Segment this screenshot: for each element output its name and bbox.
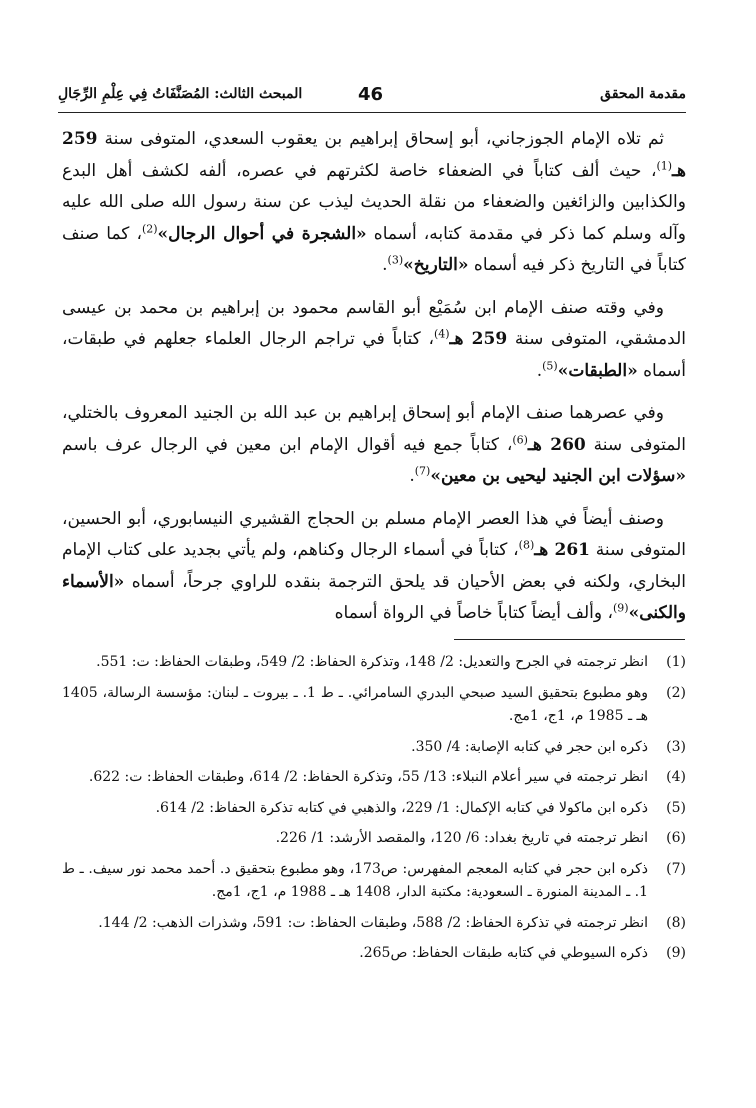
text-run: ، كتاباً في أسماء الرجال وكناهم، ولم يأتي بجديد على كتاب الإمام البخاري، ولكنه في بعض الأحيان قد يلحق الترجمة بنقده للراوي جرحاً، أسماه: [62, 540, 686, 592]
footnote-item: [62, 942, 686, 966]
footnote-text: ذكره ابن حجر في كتابه المعجم المفهرس: ص173، وهو مطبوع بتحقيق د. أحمد محمد نور سيف. ـ ط 1. ـ المدينة المنورة ـ السعودية: مكتبة الدار، 1408 هـ ـ 1988 م، 1ج، 1مج.: [62, 860, 648, 900]
footnote-item: [62, 912, 686, 936]
running-header: [58, 84, 686, 110]
text-run: ، كتاباً جمع فيه أقوال الإمام ابن معين في الرجال عرف باسم: [62, 434, 513, 455]
text-run: ، كما صنف كتاباً في التاريخ ذكر فيه أسماه: [62, 223, 686, 275]
footnote-reference: (6): [512, 432, 528, 446]
footnote-reference: (2): [141, 221, 158, 235]
footnote-reference: (7): [414, 464, 431, 478]
footnote-text: انظر ترجمته في تذكرة الحفاظ: 2/ 588، وطبقات الحفاظ: ت: 591، وشذرات الذهب: 2/ 144.: [98, 914, 648, 931]
footnote-item: [62, 682, 686, 729]
footnote-text: انظر ترجمته في تاريخ بغداد: 6/ 120، والمقصد الأرشد: 1/ 226.: [275, 830, 648, 846]
footnote-number: (8): [666, 914, 686, 931]
text-run: ، حيث ألف كتاباً في الضعفاء خاصة لكثرتهم في عصره، ألفه لكشف أهل البدع والكذابين والزائغين والضعفاء من نقلة الحديث ليذب عن سنة رسول الله صلى الله عليه وآله وسلم كما ذكر في مقدمة كتابه، أسماه: [62, 160, 687, 244]
footnote-item: [62, 651, 686, 675]
footnote-number: (4): [666, 769, 686, 785]
bold-text: 260 هـ: [527, 434, 586, 455]
text-run: ثم تلاه الإمام الجوزجاني، أبو إسحاق إبراهيم بن يعقوب السعدي، المتوفى سنة: [97, 129, 664, 149]
footnote-text: انظر ترجمته في الجرح والتعديل: 2/ 148، وتذكرة الحفاظ: 2/ 549، وطبقات الحفاظ: ت: 551.: [96, 654, 648, 670]
bold-text: «سؤلات ابن الجنيد ليحيى بن معين»: [430, 466, 686, 486]
body-paragraph: [62, 504, 686, 630]
bold-text: «الأسماء والكنى»: [62, 571, 686, 623]
footnotes: [62, 651, 686, 973]
footnote-reference: (3): [387, 253, 404, 267]
text-run: .: [382, 255, 388, 275]
footnote-item: [62, 858, 686, 905]
footnote-text: وهو مطبوع بتحقيق السيد صبحي البدري السامرائي. ـ ط 1. ـ بيروت ـ لبنان: مؤسسة الرسالة، 1405 هـ ـ 1985 م، 1ج، 1مج.: [62, 684, 648, 724]
bold-text: «التاريخ»: [403, 255, 469, 275]
footnote-reference: (5): [542, 358, 558, 372]
footnote-text: انظر ترجمته في سير أعلام النبلاء: 13/ 55، وتذكرة الحفاظ: 2/ 614، وطبقات الحفاظ: ت: 622.: [88, 769, 648, 785]
body-paragraph: [62, 124, 686, 282]
footnote-reference: (4): [433, 327, 450, 341]
bold-text: 259 هـ: [449, 329, 508, 349]
text-run: ، وألف أيضاً كتاباً خاصاً في الرواة أسماه: [334, 603, 613, 623]
footnote-reference: (8): [518, 538, 535, 552]
footnote-reference: (9): [612, 601, 629, 615]
chapter-title: المبحث الثالث: المُصَنَّفَاتُ فِي عِلْمِ الرِّجَالِ: [58, 86, 303, 102]
footnote-number: (7): [666, 860, 686, 877]
footnote-number: (1): [666, 654, 686, 670]
footnote-number: (6): [666, 830, 686, 846]
main-text: [62, 124, 686, 641]
footnote-number: (5): [666, 799, 686, 816]
footnote-text: ذكره ابن ماكولا في كتابه الإكمال: 1/ 229، والذهبي في كتابه تذكرة الحفاظ: 2/ 614.: [155, 799, 648, 816]
footnote-number: (2): [666, 684, 686, 701]
footnote-item: [62, 766, 686, 790]
header-rule: [58, 112, 686, 113]
footnote-item: [62, 797, 686, 821]
footnote-separator: [454, 639, 685, 640]
footnote-text: ذكره السيوطي في كتابه طبقات الحفاظ: ص265.: [359, 945, 648, 961]
bold-text: «الشجرة في أحوال الرجال»: [157, 223, 367, 244]
body-paragraph: [62, 293, 686, 388]
section-title: مقدمة المحقق: [600, 86, 686, 102]
text-run: .: [536, 360, 543, 381]
bold-text: 259 هـ: [62, 129, 686, 181]
footnote-item: [62, 736, 686, 760]
page-number: 46: [358, 84, 384, 105]
footnote-item: [62, 827, 686, 851]
body-paragraph: [62, 398, 686, 493]
bold-text: «الطبقات»: [557, 360, 638, 381]
text-run: وفي عصرهما صنف الإمام أبو إسحاق إبراهيم بن عبد الله بن الجنيد المعروف بالختلي، المتوفى سنة: [62, 403, 686, 455]
footnote-text: ذكره ابن حجر في كتابه الإصابة: 4/ 350.: [411, 738, 648, 755]
text-run: وصنف أيضاً في هذا العصر الإمام مسلم بن الحجاج القشيري النيسابوري، أبو الحسين، المتوفى سنة: [62, 508, 686, 560]
text-run: .: [409, 466, 415, 486]
text-run: وفي وقته صنف الإمام ابن سُمَيْع أبو القاسم محمود بن إبراهيم بن محمد بن عيسى الدمشقي، المتوفى سنة: [62, 297, 686, 349]
footnote-number: (9): [666, 945, 686, 961]
text-run: ، كتاباً في تراجم الرجال العلماء جعلهم في طبقات، أسماه: [62, 329, 686, 381]
footnote-reference: (1): [656, 158, 673, 172]
footnote-number: (3): [666, 738, 686, 755]
bold-text: 261 هـ: [534, 540, 590, 560]
